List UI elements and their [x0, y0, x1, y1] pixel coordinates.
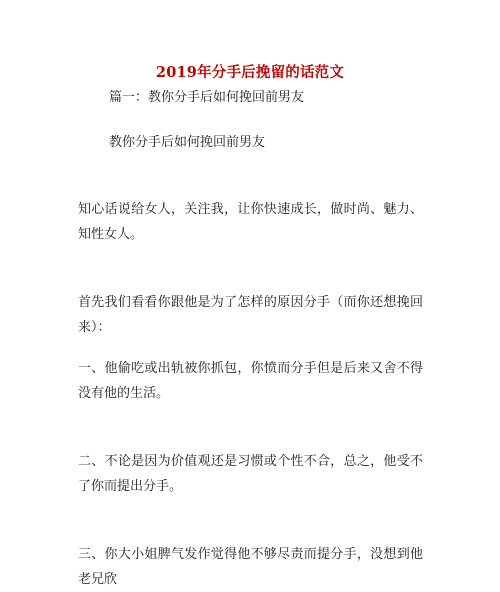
document-title: 2019年分手后挽留的话范文 — [155, 64, 345, 81]
subheading: 教你分手后如何挽回前男友 — [109, 135, 266, 150]
paragraph-reasons-intro: 首先我们看看你跟他是为了怎样的原因分手（而你还想挽回来）： — [78, 295, 423, 335]
paragraph-reason-one: 一、他偷吃或出轨被你抓包，你愤而分手但是后来又舍不得没有他的生活。 — [78, 361, 423, 401]
chapter-heading: 篇一：教你分手后如何挽回前男友 — [109, 90, 305, 105]
paragraph-intro: 知心话说给女人，关注我，让你快速成长，做时尚、魅力、知性女人。 — [78, 202, 423, 242]
paragraph-reason-two: 二、不论是因为价值观还是习惯或个性不合，总之，他受不了你而提出分手。 — [78, 454, 423, 494]
paragraph-reason-three: 三、你大小姐脾气发作觉得他不够尽责而提分手，没想到他老兄欣 — [78, 547, 423, 587]
